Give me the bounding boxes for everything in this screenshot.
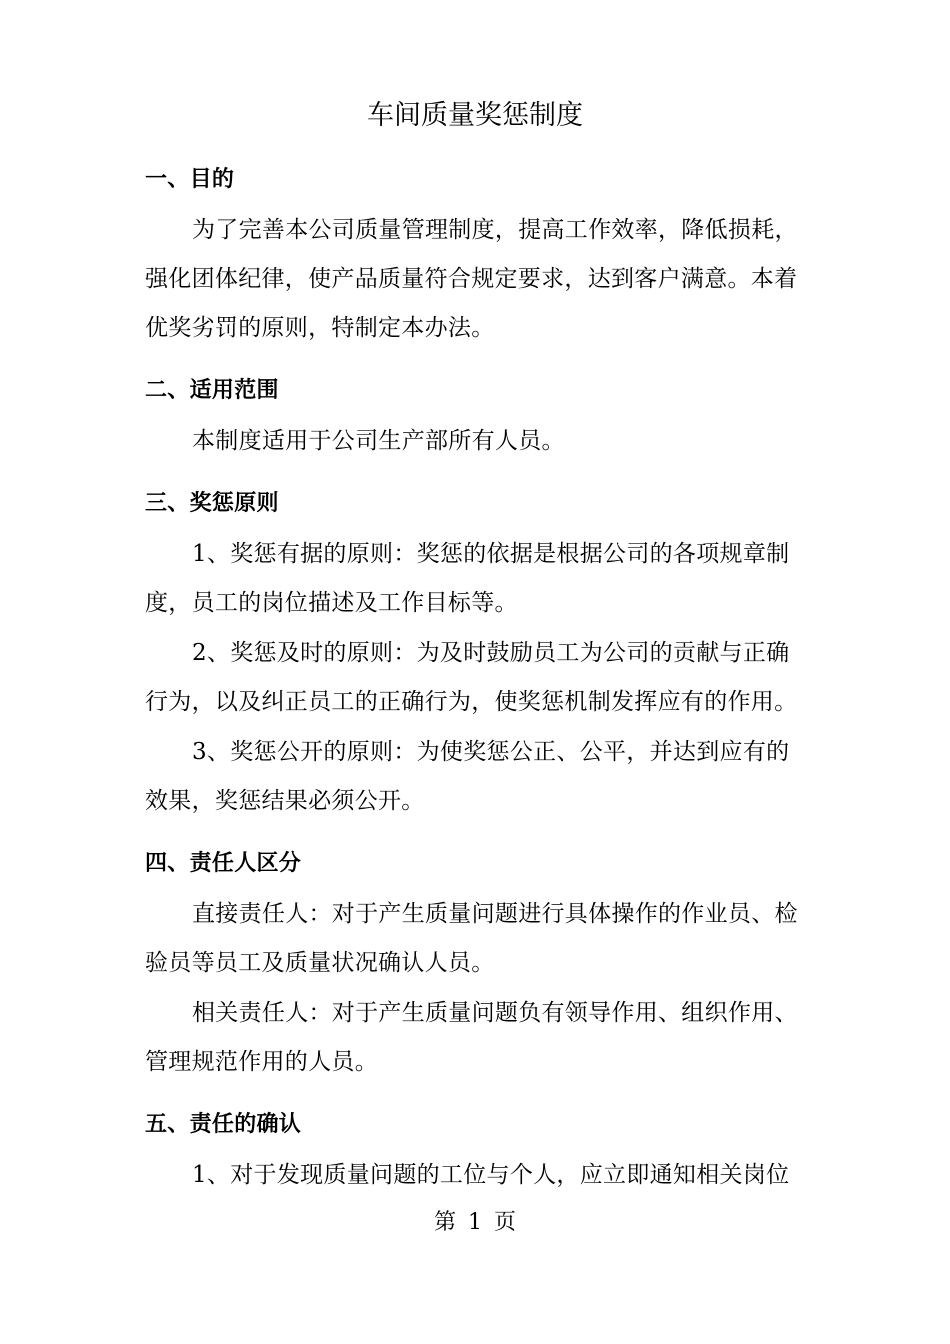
paragraph-line: 3、奖惩公开的原则：为使奖惩公正、公平，并达到应有的: [192, 739, 790, 765]
paragraph-line: 行为，以及纠正员工的正确行为，使奖惩机制发挥应有的作用。: [145, 689, 798, 715]
paragraph-line: 强化团体纪律，使产品质量符合规定要求，达到客户满意。本着: [145, 266, 798, 292]
document-title: 车间质量奖惩制度: [367, 100, 583, 131]
paragraph-line: 1、奖惩有据的原则：奖惩的依据是根据公司的各项规章制: [192, 541, 790, 567]
page-number: 1: [468, 1210, 482, 1235]
section-heading-confirmation: 五、责任的确认: [145, 1112, 302, 1137]
paragraph-line: 优奖劣罚的原则，特制定本办法。: [145, 315, 495, 341]
paragraph-line: 相关责任人：对于产生质量问题负有领导作用、组织作用、: [192, 1000, 798, 1026]
paragraph-line: 管理规范作用的人员。: [145, 1049, 378, 1075]
paragraph-line: 1、对于发现质量问题的工位与个人，应立即通知相关岗位: [192, 1162, 790, 1188]
footer-suffix: 页: [494, 1210, 517, 1235]
paragraph-line: 本制度适用于公司生产部所有人员。: [192, 428, 565, 454]
paragraph-line: 验员等员工及质量状况确认人员。: [145, 950, 495, 976]
footer-prefix: 第: [433, 1210, 456, 1235]
paragraph-line: 2、奖惩及时的原则：为及时鼓励员工为公司的贡献与正确: [192, 640, 790, 666]
section-heading-responsibility: 四、责任人区分: [145, 851, 302, 876]
page-footer: [0, 1206, 950, 1240]
paragraph-line: 度，员工的岗位描述及工作目标等。: [145, 590, 518, 616]
section-heading-purpose: 一、目的: [145, 167, 235, 192]
section-heading-principles: 三、奖惩原则: [145, 491, 279, 516]
paragraph-line: 为了完善本公司质量管理制度，提高工作效率，降低损耗，: [192, 217, 798, 243]
paragraph-line: 效果，奖惩结果必须公开。: [145, 788, 425, 814]
section-heading-scope: 二、适用范围: [145, 378, 279, 403]
paragraph-line: 直接责任人：对于产生质量问题进行具体操作的作业员、检: [192, 901, 798, 927]
